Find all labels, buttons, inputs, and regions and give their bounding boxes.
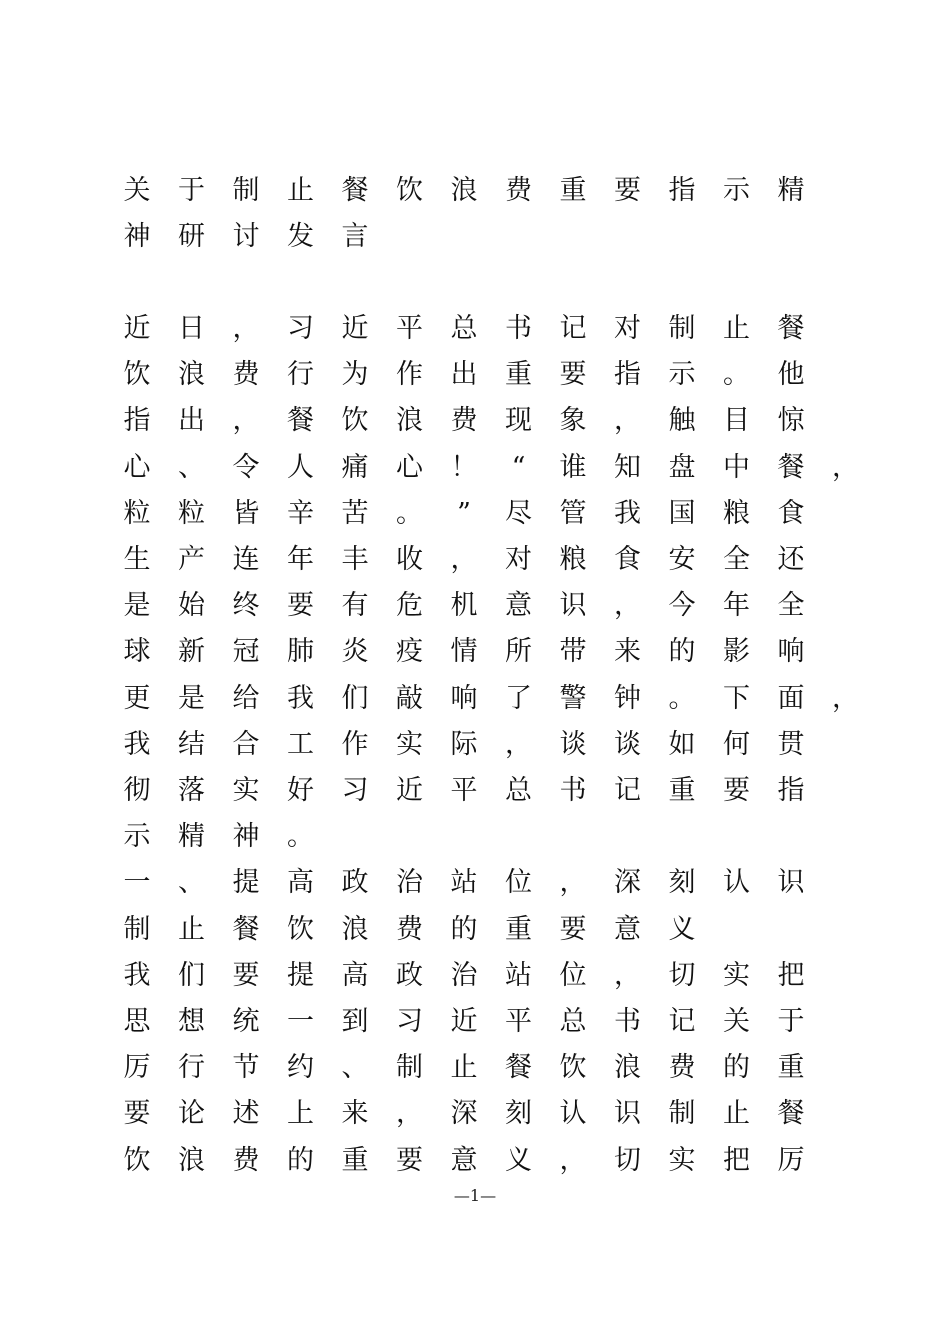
text-char: 的 (668, 636, 696, 668)
text-char: 年 (287, 544, 314, 575)
text-char: 制 (123, 913, 151, 945)
text-char: 于 (777, 1006, 805, 1037)
text-char: 近 (123, 313, 151, 344)
text-char: 餐 (287, 405, 314, 437)
text-char: 费 (232, 1144, 260, 1176)
text-char: 义 (668, 913, 696, 945)
text-char: 示 (123, 821, 151, 853)
text-char: 制 (396, 1052, 423, 1084)
text-char: ， (832, 682, 859, 714)
body-line (110, 401, 870, 447)
text-char: 粒 (123, 497, 151, 529)
text-char: 研 (178, 221, 205, 253)
text-char: 饮 (341, 405, 369, 437)
body-line (110, 910, 870, 956)
text-char: 有 (341, 590, 369, 622)
text-char: 意 (614, 913, 641, 945)
body-line (110, 309, 870, 355)
text-char: ！ (450, 451, 478, 483)
text-char: 谁 (559, 451, 587, 483)
text-char: 重 (505, 359, 532, 391)
text-char: ” (457, 497, 471, 529)
text-char: 我 (123, 959, 151, 991)
text-char: 识 (559, 590, 587, 622)
text-char: 、 (178, 867, 205, 899)
text-char: 平 (396, 313, 423, 344)
text-char: 餐 (232, 913, 260, 945)
text-char: 言 (341, 221, 369, 253)
text-char: 指 (123, 405, 151, 437)
text-char: 新 (178, 636, 205, 668)
text-char: 上 (287, 1098, 314, 1130)
text-char: 给 (232, 682, 260, 714)
text-char: 深 (450, 1098, 478, 1130)
text-char: 我 (123, 728, 151, 760)
text-char: 所 (505, 636, 532, 668)
text-char: 球 (123, 636, 151, 668)
text-char: 平 (450, 775, 478, 806)
text-char: 粮 (559, 544, 587, 575)
text-char: 把 (777, 959, 805, 991)
text-char: ， (614, 959, 641, 991)
text-char: 要 (614, 175, 641, 206)
text-char: 近 (396, 775, 423, 806)
text-char: 饮 (287, 913, 314, 945)
text-char: 记 (559, 313, 587, 344)
text-char: 响 (450, 682, 478, 714)
text-char: 刻 (668, 867, 696, 899)
text-char: 制 (668, 313, 696, 344)
text-char: 要 (559, 359, 587, 391)
text-char: 们 (341, 682, 369, 714)
text-char: 令 (232, 451, 260, 483)
text-char: 的 (287, 1144, 314, 1176)
text-char: 何 (723, 728, 750, 760)
text-char: 炎 (341, 636, 369, 668)
text-char: 苦 (341, 497, 369, 529)
text-char: 义 (505, 1144, 532, 1176)
text-char: 到 (341, 1006, 369, 1037)
text-char: 浪 (341, 913, 369, 945)
text-char: 政 (396, 959, 423, 991)
text-char: 出 (178, 405, 205, 437)
text-char: ， (559, 1144, 587, 1176)
body-line (110, 817, 870, 863)
text-char: 习 (396, 1006, 423, 1037)
text-char: 讨 (232, 221, 260, 253)
text-char: 更 (123, 682, 151, 714)
text-char: 重 (668, 775, 696, 806)
body-line (110, 586, 870, 632)
text-char: 浪 (178, 1144, 205, 1176)
text-char: 今 (668, 590, 696, 622)
text-char: 面 (777, 682, 805, 714)
body-line (110, 1002, 870, 1048)
text-char: 我 (614, 497, 641, 529)
text-char: 制 (232, 175, 260, 206)
text-char: 触 (668, 405, 696, 437)
text-char: 餐 (341, 175, 369, 206)
text-char: 一 (123, 867, 151, 899)
text-char: 止 (723, 313, 750, 344)
text-char: 是 (123, 590, 151, 622)
text-char: 谈 (614, 728, 641, 760)
body-line (110, 1048, 870, 1094)
body-line (110, 355, 870, 401)
text-char: 神 (232, 821, 260, 853)
text-char: 指 (668, 175, 696, 206)
text-char: 实 (232, 775, 260, 806)
text-char: 了 (505, 682, 532, 714)
text-char: 的 (723, 1052, 750, 1084)
text-char: 对 (614, 313, 641, 344)
text-char: 谈 (559, 728, 587, 760)
text-char: 合 (232, 728, 260, 760)
text-char: 费 (668, 1052, 696, 1084)
text-char: 、 (341, 1052, 369, 1084)
text-char: ， (232, 313, 260, 344)
text-char: 敲 (396, 682, 423, 714)
text-char: 制 (668, 1098, 696, 1130)
text-char: 行 (287, 359, 314, 391)
text-char: 要 (559, 913, 587, 945)
text-char: 作 (341, 728, 369, 760)
text-char: 痛 (341, 451, 369, 483)
body-line (110, 540, 870, 586)
text-char: 重 (505, 913, 532, 945)
text-char: 止 (723, 1098, 750, 1130)
text-char: 来 (614, 636, 641, 668)
body-line (110, 863, 870, 909)
text-char: 总 (450, 313, 478, 344)
text-char: 浪 (450, 175, 478, 206)
text-char: 要 (287, 590, 314, 622)
text-char: 述 (232, 1098, 260, 1130)
text-char: 他 (777, 359, 805, 391)
text-char: 冠 (232, 636, 260, 668)
text-char: 国 (668, 497, 696, 529)
text-char: 浪 (396, 405, 423, 437)
text-char: 意 (505, 590, 532, 622)
text-char: 食 (614, 544, 641, 575)
text-char: 止 (178, 913, 205, 945)
text-char: 提 (232, 867, 260, 899)
text-char: 目 (723, 405, 750, 437)
text-char: 饮 (559, 1052, 587, 1084)
text-char: 总 (505, 775, 532, 806)
text-char: 精 (777, 175, 805, 206)
text-char: 习 (287, 313, 314, 344)
text-char: 安 (668, 544, 696, 575)
text-char: 结 (178, 728, 205, 760)
text-char: 示 (668, 359, 696, 391)
text-char: ， (505, 728, 532, 760)
text-char: 。 (396, 497, 423, 529)
text-char: 、 (178, 451, 205, 483)
text-char: 站 (450, 867, 478, 899)
text-char: 实 (668, 1144, 696, 1176)
body-line (110, 1094, 870, 1140)
text-char: 。 (723, 359, 750, 391)
text-char: 惊 (777, 405, 805, 437)
text-char: 收 (396, 544, 423, 575)
text-char: 影 (723, 636, 750, 668)
text-char: ， (832, 451, 859, 483)
title-line (110, 217, 870, 263)
body-line (110, 448, 870, 494)
text-char: 始 (178, 590, 205, 622)
text-char: 日 (178, 313, 205, 344)
text-char: 连 (232, 544, 260, 575)
text-char: 发 (287, 221, 314, 253)
text-char: 如 (668, 728, 696, 760)
text-char: 知 (614, 451, 641, 483)
text-char: 示 (723, 175, 750, 206)
text-char: 好 (287, 775, 314, 806)
text-char: 情 (450, 636, 478, 668)
text-char: 浪 (178, 359, 205, 391)
text-char: ， (614, 405, 641, 437)
text-char: 关 (723, 1006, 750, 1037)
text-char: 重 (559, 175, 587, 206)
text-char: 带 (559, 636, 587, 668)
text-char: 站 (505, 959, 532, 991)
text-char: 。 (668, 682, 696, 714)
text-char: 政 (341, 867, 369, 899)
text-char: 是 (178, 682, 205, 714)
text-char: 费 (396, 913, 423, 945)
text-char: 近 (450, 1006, 478, 1037)
text-char: 统 (232, 1006, 260, 1037)
text-char: 机 (450, 590, 478, 622)
text-char: 工 (287, 728, 314, 760)
text-char: 提 (287, 959, 314, 991)
text-char: 把 (723, 1144, 750, 1176)
text-char: 书 (559, 775, 587, 806)
text-char: 切 (614, 1144, 641, 1176)
text-char: 指 (614, 359, 641, 391)
text-char: 盘 (668, 451, 696, 483)
text-char: 贯 (777, 728, 805, 760)
text-char: 精 (178, 821, 205, 853)
text-char: 高 (287, 867, 314, 899)
text-char: 饮 (123, 359, 151, 391)
text-char: 钟 (614, 682, 641, 714)
text-char: 费 (450, 405, 478, 437)
text-char: 记 (614, 775, 641, 806)
text-char: 位 (559, 959, 587, 991)
text-char: 要 (232, 959, 260, 991)
text-char: 平 (505, 1006, 532, 1037)
text-char: 彻 (123, 775, 151, 806)
text-char: 实 (723, 959, 750, 991)
text-char: 生 (123, 544, 151, 575)
text-char: 刻 (505, 1098, 532, 1130)
text-char: 饮 (396, 175, 423, 206)
text-char: 作 (396, 359, 423, 391)
text-char: 全 (777, 590, 805, 622)
text-char: 还 (777, 544, 805, 575)
text-char: 费 (505, 175, 532, 206)
text-char: 出 (450, 359, 478, 391)
text-char: 重 (341, 1144, 369, 1176)
text-char: 指 (777, 775, 805, 806)
text-char: 人 (287, 451, 314, 483)
text-char: 重 (777, 1052, 805, 1084)
text-char: 书 (614, 1006, 641, 1037)
text-char: 近 (341, 313, 369, 344)
text-char: 识 (777, 867, 805, 899)
text-char: 来 (341, 1098, 369, 1130)
text-char: 中 (723, 451, 750, 483)
text-char: 治 (396, 867, 423, 899)
text-char: 切 (668, 959, 696, 991)
text-char: 对 (505, 544, 532, 575)
text-char: 习 (341, 775, 369, 806)
text-char: 餐 (777, 313, 805, 344)
body-line (110, 956, 870, 1002)
text-char: 一 (287, 1006, 314, 1037)
text-char: 际 (450, 728, 478, 760)
text-char: 想 (178, 1006, 205, 1037)
text-char: 行 (178, 1052, 205, 1084)
text-char: 高 (341, 959, 369, 991)
text-char: 治 (450, 959, 478, 991)
text-char: 丰 (341, 544, 369, 575)
text-char: 心 (396, 451, 423, 483)
text-char: 识 (614, 1098, 641, 1130)
text-char: 全 (723, 544, 750, 575)
text-char: 危 (396, 590, 423, 622)
text-char: 辛 (287, 497, 314, 529)
text-char: 神 (123, 221, 151, 253)
body-line (110, 1141, 870, 1187)
text-char: “ (511, 451, 526, 483)
text-char: 的 (450, 913, 478, 945)
text-char: 厉 (123, 1052, 151, 1084)
text-char: 饮 (123, 1144, 151, 1176)
text-char: 餐 (505, 1052, 532, 1084)
text-char: ， (450, 544, 478, 575)
text-char: 位 (505, 867, 532, 899)
text-char: 尽 (505, 497, 532, 529)
text-char: 。 (287, 821, 314, 853)
text-char: 约 (287, 1052, 314, 1084)
text-char: 下 (723, 682, 750, 714)
text-char: 终 (232, 590, 260, 622)
text-char: 心 (123, 451, 151, 483)
text-char: ， (614, 590, 641, 622)
text-char: ， (396, 1098, 423, 1130)
text-char: 思 (123, 1006, 151, 1037)
body-line (110, 679, 870, 725)
page-number: —1— (453, 1186, 497, 1205)
text-char: 于 (178, 175, 205, 206)
text-char: 象 (559, 405, 587, 437)
text-char: 们 (178, 959, 205, 991)
text-char: 粮 (723, 497, 750, 529)
text-char: 餐 (777, 1098, 805, 1130)
text-char: 警 (559, 682, 587, 714)
text-char: 止 (287, 175, 314, 206)
text-char: 为 (341, 359, 369, 391)
text-char: 肺 (287, 636, 314, 668)
text-char: 要 (396, 1144, 423, 1176)
text-char: 费 (232, 359, 260, 391)
text-char: 止 (450, 1052, 478, 1084)
text-char: 餐 (777, 451, 805, 483)
body-line (110, 632, 870, 678)
title-line (110, 171, 870, 217)
text-char: 记 (668, 1006, 696, 1037)
body-line (110, 494, 870, 540)
text-char: 意 (450, 1144, 478, 1176)
text-char: 响 (777, 636, 805, 668)
body-line (110, 725, 870, 771)
text-char: 节 (232, 1052, 260, 1084)
text-char: 深 (614, 867, 641, 899)
text-char: 食 (777, 497, 805, 529)
text-char: 疫 (396, 636, 423, 668)
text-char: 认 (723, 867, 750, 899)
text-char: 总 (559, 1006, 587, 1037)
text-char: 现 (505, 405, 532, 437)
text-char: 落 (178, 775, 205, 806)
text-char: 年 (723, 590, 750, 622)
text-char: 厉 (777, 1144, 805, 1176)
text-char: 我 (287, 682, 314, 714)
text-char: 要 (123, 1098, 151, 1130)
text-char: 认 (559, 1098, 587, 1130)
text-char: 管 (559, 497, 587, 529)
body-line (110, 771, 870, 817)
text-char: 浪 (614, 1052, 641, 1084)
text-char: 皆 (232, 497, 260, 529)
text-char: 要 (723, 775, 750, 806)
text-char: 论 (178, 1098, 205, 1130)
text-char: 产 (178, 544, 205, 575)
text-char: ， (559, 867, 587, 899)
text-char: 书 (505, 313, 532, 344)
text-char: 实 (396, 728, 423, 760)
text-char: ， (232, 405, 260, 437)
text-char: 粒 (178, 497, 205, 529)
text-char: 关 (123, 175, 151, 206)
